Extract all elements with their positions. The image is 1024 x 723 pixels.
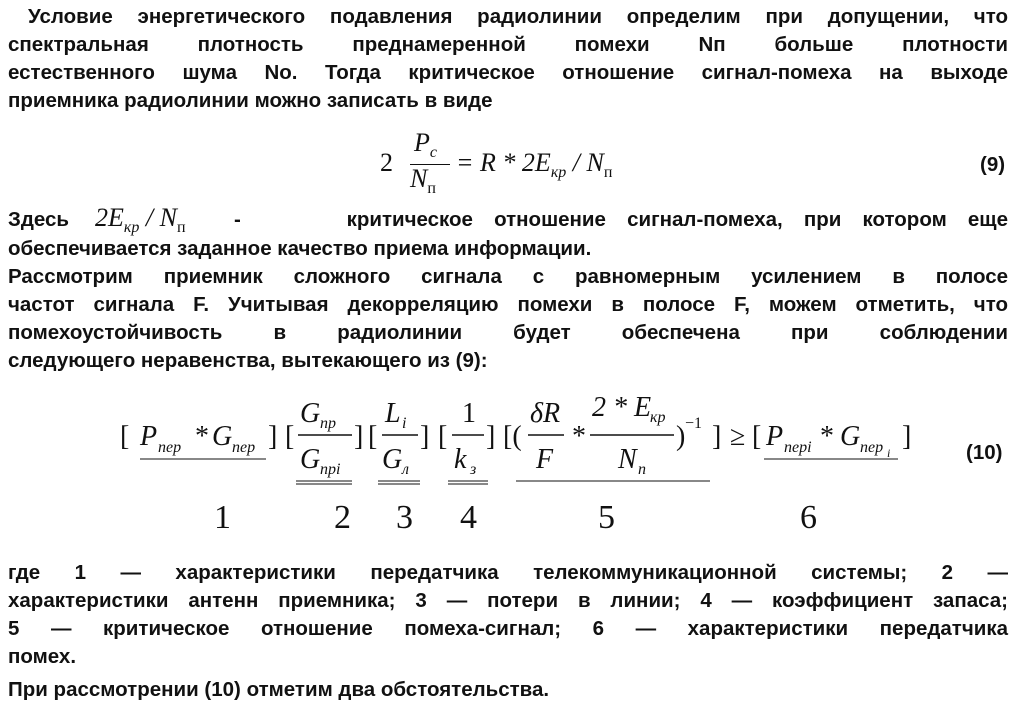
paragraph-4-line-1: где 1 — характеристики передатчика телекоммуникационной системы; 2 — (8, 561, 1008, 584)
svg-text:пер: пер (860, 439, 884, 456)
paragraph-4-line-4: помех. (8, 645, 77, 668)
svg-text:2 * E: 2 * E (592, 392, 652, 423)
svg-text:P: P (766, 421, 784, 452)
eq9-denominator: $N_п$ (410, 164, 436, 198)
svg-text:пер: пер (232, 439, 256, 456)
svg-text:пр: пр (320, 415, 336, 432)
svg-text:k: k (454, 444, 467, 475)
eq10-term-1 (120, 421, 277, 459)
svg-text:]: ] (268, 421, 278, 452)
eq10-term-2 (285, 398, 363, 484)
here-formula: $2E_{кр} / N_п$ (95, 203, 186, 237)
eq10-label-4: 4 (460, 499, 477, 536)
eq10-label-2: 2 (334, 499, 351, 536)
svg-text:i: i (887, 446, 891, 460)
here-prefix: Здесь (8, 208, 69, 231)
eq10-term-5 (503, 392, 721, 481)
paragraph-1-line-3: естественного шума No. Тогда критическое отношение сигнал-помеха на выходе (8, 61, 1008, 84)
svg-text:кр: кр (650, 409, 666, 426)
paragraph-2-line-2: обеспечивается заданное качество приема информации. (8, 237, 592, 260)
paragraph-1-line-4: приемника радиолинии можно записать в виде (8, 89, 493, 112)
eq9-right-side: = R * $2E_{кр} / N_п$ (456, 148, 613, 182)
paragraph-3-line-2: частот сигнала F. Учитывая декорреляцию помехи в полосе F, можем отметить, что (8, 293, 1008, 316)
here-suffix: - критическое отношение сигнал-помеха, при котором еще (234, 208, 1008, 231)
eq9-numerator: $P_c$ (414, 128, 437, 162)
paragraph-4-line-3: 5 — критическое отношение помеха-сигнал; 6 — характеристики передатчика (8, 617, 1008, 640)
svg-text:F: F (536, 444, 554, 475)
paragraph-4-line-2: характеристики антенн приемника; 3 — потери в линии; 4 — коэффициент запаса; (8, 589, 1008, 612)
svg-text:G: G (300, 444, 321, 475)
paragraph-3-line-3: помехоустойчивость в радиолинии будет обеспечена при соблюдении (8, 321, 1008, 344)
svg-text:пер: пер (158, 439, 182, 456)
eq10-ge-sign: ≥ (730, 421, 746, 452)
svg-text:]: ] (902, 421, 912, 452)
svg-text:прi: прi (320, 461, 341, 478)
svg-text:]: ] (486, 421, 496, 452)
svg-text:P: P (140, 421, 158, 452)
svg-text:[: [ (285, 421, 295, 452)
paragraph-3-line-1: Рассмотрим приемник сложного сигнала с равномерным усилением в полосе (8, 265, 1008, 288)
svg-text:*: * (820, 421, 834, 452)
svg-text:N: N (618, 444, 637, 475)
svg-text:1: 1 (462, 398, 476, 429)
eq10-term-6 (752, 421, 911, 460)
svg-text:δR: δR (530, 398, 561, 429)
equation-9 (376, 122, 636, 202)
svg-text:G: G (212, 421, 233, 452)
eq10-label-6: 6 (800, 499, 817, 536)
paragraph-5: При рассмотрении (10) отметим два обстоятельства. (8, 678, 550, 701)
svg-text:*: * (572, 421, 586, 452)
eq10-label-3: 3 (396, 499, 413, 536)
eq10-term-3 (368, 398, 429, 484)
svg-text:]: ] (712, 421, 722, 452)
svg-text:п: п (638, 461, 646, 478)
svg-text:G: G (382, 444, 403, 475)
svg-text:[: [ (120, 421, 130, 452)
svg-text:[: [ (752, 421, 762, 452)
svg-text:перi: перi (784, 439, 812, 456)
svg-text:i: i (402, 415, 407, 432)
paragraph-1-line-1: Условие энергетического подавления радиолинии определим при допущении, что (28, 5, 1008, 28)
equation-9-number: (9) (980, 153, 1006, 176)
svg-text:л: л (402, 461, 409, 478)
svg-text:L: L (385, 398, 401, 429)
eq10-term-4 (438, 398, 495, 484)
paragraph-3-line-4: следующего неравенства, вытекающего из (9): (8, 349, 488, 372)
svg-text:[(: [( (503, 421, 522, 452)
eq10-label-1: 1 (214, 499, 231, 536)
eq10-term-labels (214, 499, 817, 536)
svg-text:*: * (195, 421, 209, 452)
eq10-label-5: 5 (598, 499, 615, 536)
paragraph-1-line-2: спектральная плотность преднамеренной помехи Nп больше плотности (8, 33, 1008, 56)
paragraph-2-line-1 (8, 203, 1008, 237)
svg-text:з: з (470, 461, 477, 478)
svg-text:): ) (676, 421, 686, 452)
svg-text:G: G (300, 398, 321, 429)
svg-text:[: [ (438, 421, 448, 452)
svg-text:−1: −1 (685, 415, 703, 432)
equation-10 (0, 380, 1024, 540)
svg-text:]: ] (354, 421, 364, 452)
svg-text:G: G (840, 421, 861, 452)
svg-text:[: [ (368, 421, 378, 452)
equation-10-number: (10) (966, 441, 1003, 464)
svg-text:]: ] (420, 421, 430, 452)
eq9-coefficient: 2 (380, 148, 393, 177)
